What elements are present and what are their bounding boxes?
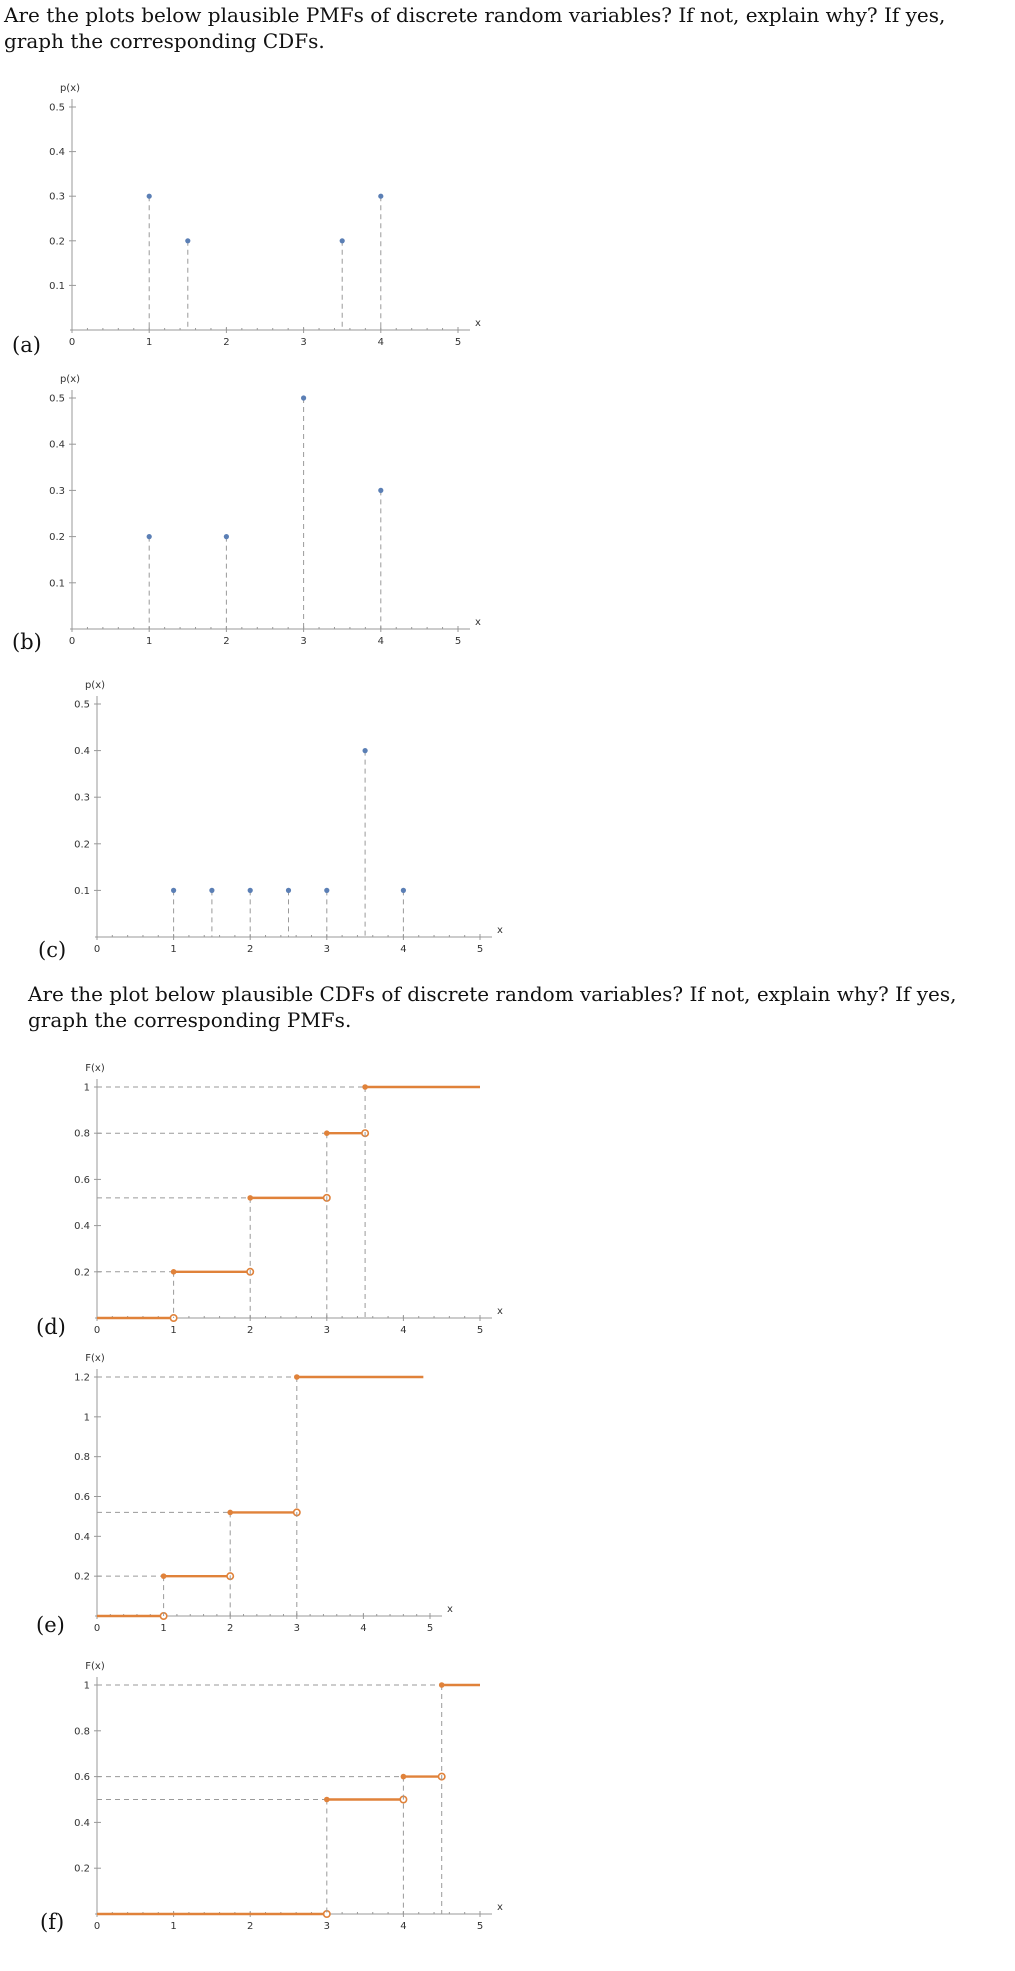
x-tick-label-b-1: 1 (146, 636, 153, 647)
x-tick-label-f-3: 3 (323, 1921, 330, 1932)
plot-label-c: (c) (38, 938, 67, 962)
y-tick-label-a-0.3: 0.3 (49, 191, 65, 203)
y-tick-label-d-0.4: 0.4 (74, 1221, 90, 1233)
x-tick-label-f-5: 5 (476, 1921, 484, 1932)
x-tick-label-d-3: 3 (323, 1325, 330, 1336)
data-point-c-2 (248, 888, 253, 893)
y-tick-label-d-0.2: 0.2 (74, 1267, 90, 1279)
x-tick-label-a-0: 0 (68, 337, 76, 348)
x-tick-label-c-1: 1 (170, 944, 177, 955)
plot-label-b: (b) (12, 630, 42, 654)
y-tick-label-a-0.1: 0.1 (49, 280, 65, 292)
y-tick-label-c-0.5: 0.5 (74, 699, 90, 711)
y-tick-label-f-0.4: 0.4 (74, 1817, 90, 1829)
pmf-question-text: Are the plots below plausible PMFs of discrete random variables? If not, explain why? If yes, graph the corresponding CDFs. (4, 3, 946, 53)
y-tick-label-c-0.4: 0.4 (74, 746, 90, 758)
x-axis-label-b: x (475, 617, 481, 628)
y-tick-label-a-0.4: 0.4 (49, 147, 65, 159)
y-axis-label-d: F(x) (85, 1063, 105, 1074)
plot-label-e: (e) (36, 1613, 65, 1637)
data-point-c-3 (286, 888, 291, 893)
x-tick-label-a-5: 5 (454, 337, 462, 348)
x-tick-label-c-2: 2 (247, 944, 254, 955)
y-tick-label-a-0.5: 0.5 (49, 102, 65, 114)
x-axis-label-a: x (475, 318, 481, 329)
cdf-question-text: Are the plot below plausible CDFs of discrete random variables? If not, explain why? If yes, graph the corresponding PMFs. (28, 982, 957, 1032)
data-point-a-0 (147, 194, 152, 199)
data-point-c-4 (324, 888, 329, 893)
x-tick-label-d-0: 0 (93, 1325, 101, 1336)
data-point-c-1 (209, 888, 214, 893)
closed-point-e-1 (161, 1573, 167, 1579)
y-axis-label-e: F(x) (85, 1353, 105, 1364)
data-point-b-0 (147, 534, 152, 539)
x-axis-label-f: x (497, 1902, 503, 1913)
y-tick-label-b-0.2: 0.2 (49, 532, 65, 544)
x-tick-label-e-1: 1 (160, 1623, 167, 1634)
y-tick-label-c-0.1: 0.1 (74, 885, 90, 897)
x-tick-label-e-4: 4 (360, 1623, 367, 1634)
y-tick-label-d-1: 1 (83, 1082, 90, 1094)
y-tick-label-e-1: 1 (83, 1412, 90, 1424)
y-axis-label-a: p(x) (59, 83, 81, 94)
data-point-a-2 (340, 238, 345, 243)
data-point-a-1 (185, 238, 190, 243)
x-tick-label-c-3: 3 (323, 944, 330, 955)
y-tick-label-b-0.5: 0.5 (49, 393, 65, 405)
y-tick-label-e-0.8: 0.8 (74, 1452, 90, 1464)
closed-point-d-1 (171, 1269, 177, 1275)
y-tick-label-f-1: 1 (83, 1680, 90, 1692)
x-axis-label-d: x (497, 1306, 503, 1317)
x-tick-label-a-3: 3 (300, 337, 307, 348)
data-point-b-2 (301, 395, 306, 400)
y-tick-label-e-0.4: 0.4 (74, 1531, 90, 1543)
closed-point-e-2 (227, 1510, 233, 1516)
y-tick-label-c-0.2: 0.2 (74, 839, 90, 851)
data-point-b-1 (224, 534, 229, 539)
closed-point-f-2 (401, 1774, 407, 1780)
y-axis-label-c: p(x) (84, 680, 106, 691)
y-tick-label-e-0.6: 0.6 (74, 1492, 90, 1503)
data-point-a-3 (378, 194, 383, 199)
y-tick-label-b-0.4: 0.4 (49, 439, 65, 451)
y-tick-label-c-0.3: 0.3 (74, 792, 90, 804)
y-tick-label-a-0.2: 0.2 (49, 236, 65, 248)
x-tick-label-c-5: 5 (476, 944, 484, 955)
x-tick-label-f-2: 2 (247, 1921, 254, 1932)
x-axis-label-e: x (447, 1604, 453, 1615)
x-tick-label-c-0: 0 (93, 944, 101, 955)
data-point-c-0 (171, 888, 176, 893)
x-tick-label-e-5: 5 (426, 1623, 434, 1634)
x-tick-label-f-4: 4 (400, 1921, 407, 1932)
closed-point-f-3 (439, 1682, 445, 1688)
x-tick-label-f-0: 0 (93, 1921, 101, 1932)
x-tick-label-b-2: 2 (223, 636, 230, 647)
x-tick-label-b-3: 3 (300, 636, 307, 647)
plot-label-d: (d) (36, 1315, 66, 1339)
closed-point-e-3 (294, 1374, 300, 1380)
y-axis-label-f: F(x) (85, 1661, 105, 1672)
data-point-c-5 (363, 748, 368, 753)
x-axis-label-c: x (497, 925, 503, 936)
data-point-b-3 (378, 488, 383, 493)
y-tick-label-f-0.6: 0.6 (74, 1772, 90, 1784)
x-tick-label-d-2: 2 (247, 1325, 254, 1336)
y-tick-label-d-0.8: 0.8 (74, 1128, 90, 1140)
y-tick-label-f-0.8: 0.8 (74, 1726, 90, 1738)
x-tick-label-b-4: 4 (377, 636, 384, 647)
x-tick-label-b-0: 0 (68, 636, 76, 647)
y-axis-label-b: p(x) (59, 374, 81, 385)
x-tick-label-d-1: 1 (170, 1325, 177, 1336)
closed-point-f-1 (324, 1797, 330, 1803)
x-tick-label-b-5: 5 (454, 636, 462, 647)
y-tick-label-d-0.6: 0.6 (74, 1174, 90, 1186)
data-point-c-6 (401, 888, 406, 893)
x-tick-label-e-2: 2 (227, 1623, 234, 1634)
x-tick-label-d-5: 5 (476, 1325, 484, 1336)
y-tick-label-e-0.2: 0.2 (74, 1571, 90, 1583)
plot-label-f: (f) (40, 1910, 65, 1934)
x-tick-label-a-2: 2 (223, 337, 230, 348)
x-tick-label-e-3: 3 (293, 1623, 300, 1634)
x-tick-label-e-0: 0 (93, 1623, 101, 1634)
y-tick-label-b-0.1: 0.1 (49, 578, 65, 590)
x-tick-label-c-4: 4 (400, 944, 407, 955)
x-tick-label-f-1: 1 (170, 1921, 177, 1932)
x-tick-label-a-1: 1 (146, 337, 153, 348)
y-tick-label-b-0.3: 0.3 (49, 485, 65, 497)
y-tick-label-f-0.2: 0.2 (74, 1863, 90, 1875)
plot-label-a: (a) (12, 333, 41, 357)
y-tick-label-e-1.2: 1.2 (74, 1372, 90, 1384)
closed-point-d-2 (247, 1195, 253, 1201)
x-tick-label-a-4: 4 (377, 337, 384, 348)
closed-point-d-4 (362, 1084, 368, 1090)
closed-point-d-3 (324, 1130, 330, 1136)
x-tick-label-d-4: 4 (400, 1325, 407, 1336)
